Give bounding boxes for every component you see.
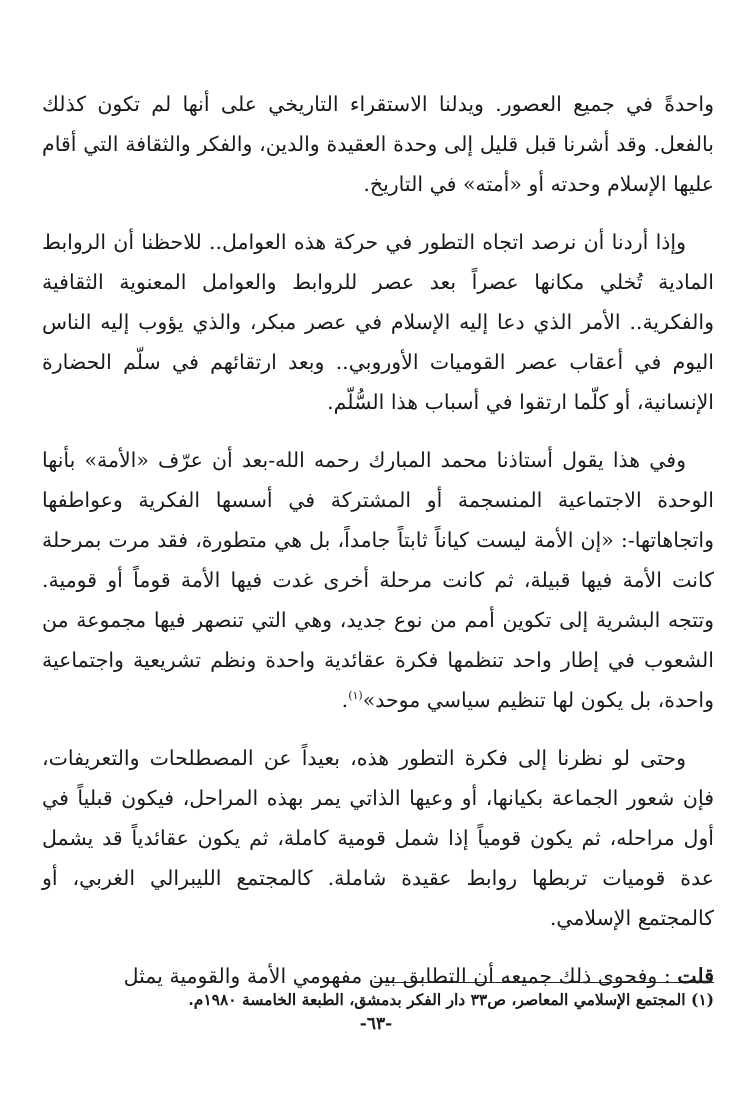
footnote-divider — [374, 982, 714, 983]
paragraph-5-text: وفحوى ذلك جميعه أن التطابق بين مفهومي الأمة والقومية يمثل — [123, 964, 658, 988]
paragraph-2: وإذا أردنا أن نرصد اتجاه التطور في حركة هذه العوامل.. للاحظنا أن الروابط المادية تُخلي مكانها عصراً بعد عصر للروابط والعوامل المعنوية الثقافية والفكرية.. الأمر الذي دعا إليه الإسلام في عصر مبكر، والذي يؤوب إليه الناس اليوم في أعقاب عصر القوميات الأوروبي.. وبعد ارتقائهم في سلّم الحضارة الإنسانية، أو كلّما ارتقوا في أسباب هذا السُّلّم. — [42, 230, 714, 414]
footnote: (١) المجتمع الإسلامي المعاصر، ص٣٣ دار الفكر بدمشق، الطبعة الخامسة ١٩٨٠م. — [188, 990, 714, 1009]
footnote-reference: (١) — [348, 689, 363, 703]
page-number: -٦٣- — [359, 1014, 393, 1034]
qult-separator: : — [657, 964, 678, 988]
paragraph-1: واحدةً في جميع العصور. ويدلنا الاستقراء التاريخي على أنها لم تكون كذلك بالفعل. وقد أشرنا قبل قليل إلى وحدة العقيدة والدين، والفكر والثقافة التي أقام عليها الإسلام وحدته أو «أمته» في التاريخ. — [42, 92, 715, 196]
main-text-block — [42, 84, 714, 996]
qult-label: قلت — [677, 964, 714, 988]
paragraph-3 — [42, 440, 714, 720]
paragraph-3-tail: . — [341, 688, 349, 712]
paragraph-3-text: وفي هذا يقول أستاذنا محمد المبارك رحمه الله-بعد أن عرّف «الأمة» بأنها الوحدة الاجتماعية المنسجمة أو المشتركة في أسسها الفكرية وعواطفها واتجاهاتها-: «إن الأمة ليست كياناً ثابتاً جامداً، بل هي متطورة، فقد مرت بمرحلة كانت الأمة فيها قبيلة، ثم كانت مرحلة أخرى غدت فيها الأمة قوماً أو قومية. وتتجه البشرية إلى تكوين أمم من نوع جديد، وهي التي تنصهر فيها مجموعة من الشعوب في إطار واحد تنظمها فكرة عقائدية واحدة ونظم تشريعية واجتماعية واحدة، بل يكون لها تنظيم سياسي موحد» — [42, 448, 714, 712]
paragraph-4: وحتى لو نظرنا إلى فكرة التطور هذه، بعيداً عن المصطلحات والتعريفات، فإن شعور الجماعة بكيانها، أو وعيها الذاتي يمر بهذه المراحل، فيكون قبلياً في أول مراحله، ثم يكون قومياً إذا شمل قومية كاملة، ثم يكون عقائدياً قد يشمل عدة قوميات تربطها روابط عقيدة شاملة. كالمجتمع الليبرالي الغربي، أو كالمجتمع الإسلامي. — [42, 746, 714, 930]
